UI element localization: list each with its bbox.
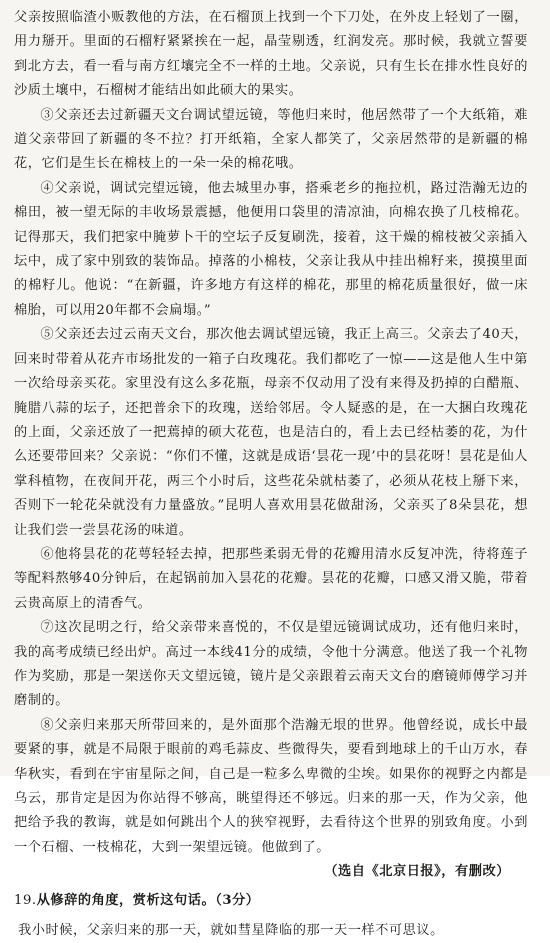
paragraph-4: ④父亲说，调试完望远镜，他去城里办事，搭乘老乡的拖拉机，路过浩瀚无边的棉田，被一望无际的丰收场景震撼，他便用口袋里的清凉油，向棉农换了几枝棉花。记得那天，我们把家中腌萝卜干的空坛子反复刷洗，接着，这干燥的棉枝被父亲插入坛中，成了家中别致的装饰品。掉落的小棉枝，父亲让我从中挂出棉籽来，摸摸里面的棉籽儿。他说：“在新疆，许多地方有这样的棉花，那里的棉花质量很好，做一床棉胎，可以用20年都不会扁塌。”: [14, 180, 528, 318]
paragraph-7: ⑦这次昆明之行，给父亲带来喜悦的，不仅是望远镜调试成功，还有他归来时，我的高考成绩已经出炉。高过一本线41分的成绩，令他十分满意。他送了我一个礼物作为奖励，那是一架送你天文望远镜，镜片是父亲跟着云南天文台的磨镜师傅学习并磨制的。: [14, 620, 528, 709]
paragraph-3: ③父亲还去过新疆天文台调试望远镜，等他归来时，他居然带了一个大纸箱，难道父亲带回了新疆的冬不拉？打开纸箱，全家人都笑了，父亲居然带的是新疆的棉花，它们是生长在棉枝上的一朵一朵的棉花哦。: [14, 107, 528, 172]
paragraph-5: ⑤父亲还去过云南天文台，那次他去调试望远镜，我正上高三。父亲去了40天，回来时带着从花卉市场批发的一箱子白玫瑰花。我们都吃了一惊——这是他人生中第一次给母亲买花。家里没有这么多花瓶，母亲不仅动用了没有来得及扔掉的白醋瓶、腌腊八蒜的坛子，还把普余下的玫瑰，送给邻居。令人疑惑的是，在一大捆白玫瑰花的上面，父亲还放了一把蔫掉的硕大花苞，也是洁白的，看上去已经枯萎的花，为什么还要带回来？父亲说：“你们不懂，这就是成语‘昙花一现’中的昙花呀！昙花是仙人掌科植物，在夜间开花，两三个小时后，这些花朵就枯萎了，必须从花枝上掰下来，否则下一轮花朵就没有力量盛放。”昆明人喜欢用昙花做甜汤，父亲买了8朵昙花，想让我们尝一尝昙花汤的味道。: [14, 327, 528, 538]
question-19: [14, 889, 528, 913]
question-text: 从修辞的角度，赏析这句话。（3分）: [36, 892, 260, 908]
question-number: 19.: [14, 892, 37, 908]
question-quote: 我小时候，父亲归来的那一天，就如彗星降临的那一天一样不可思议。: [18, 923, 444, 939]
source-citation: （选自《北京日报》，有删改）: [324, 864, 510, 880]
paragraph-continued: 父亲按照临渣小贩教他的方法，在石榴顶上找到一个下刀处，在外皮上轻划了一圈，用力掰开。里面的石榴籽紧紧挨在一起，晶莹剔透，红润发亮。那时候，我就立誓要到北方去，看一看与南方红壤完全不一样的土地。父亲说，只有生长在排水性良好的沙质土壤中，石榴树才能结出如此硕大的果实。: [14, 10, 528, 99]
paragraph-6: ⑥他将昙花的花萼轻轻去掉，把那些柔弱无骨的花瓣用清水反复冲洗，待将莲子等配料熬够40分钟后，在起锅前加入昙花的花瓣。昙花的花瓣，口感又滑又脆，带着云贵高原上的清香气。: [14, 546, 528, 611]
paragraph-8: ⑧父亲归来那天所带回来的，是外面那个浩瀚无垠的世界。他曾经说，成长中最要紧的事，就是不局限于眼前的鸡毛蒜皮、些微得失，要看到地球上的千山万水，春华秋实，看到在宇宙星际之间，自己是一粒多么卑微的尘埃。如果你的视野之内都是乌云，那肯定是因为你站得不够高，眺望得还不够远。归来的那一天，作为父亲，他把给予我的教诲，就是如何跳出个人的狭窄视野，去看待这个世界的别致角度。小到一个石榴、一枝棉花，大到一架望远镜。他做到了。: [14, 717, 528, 855]
